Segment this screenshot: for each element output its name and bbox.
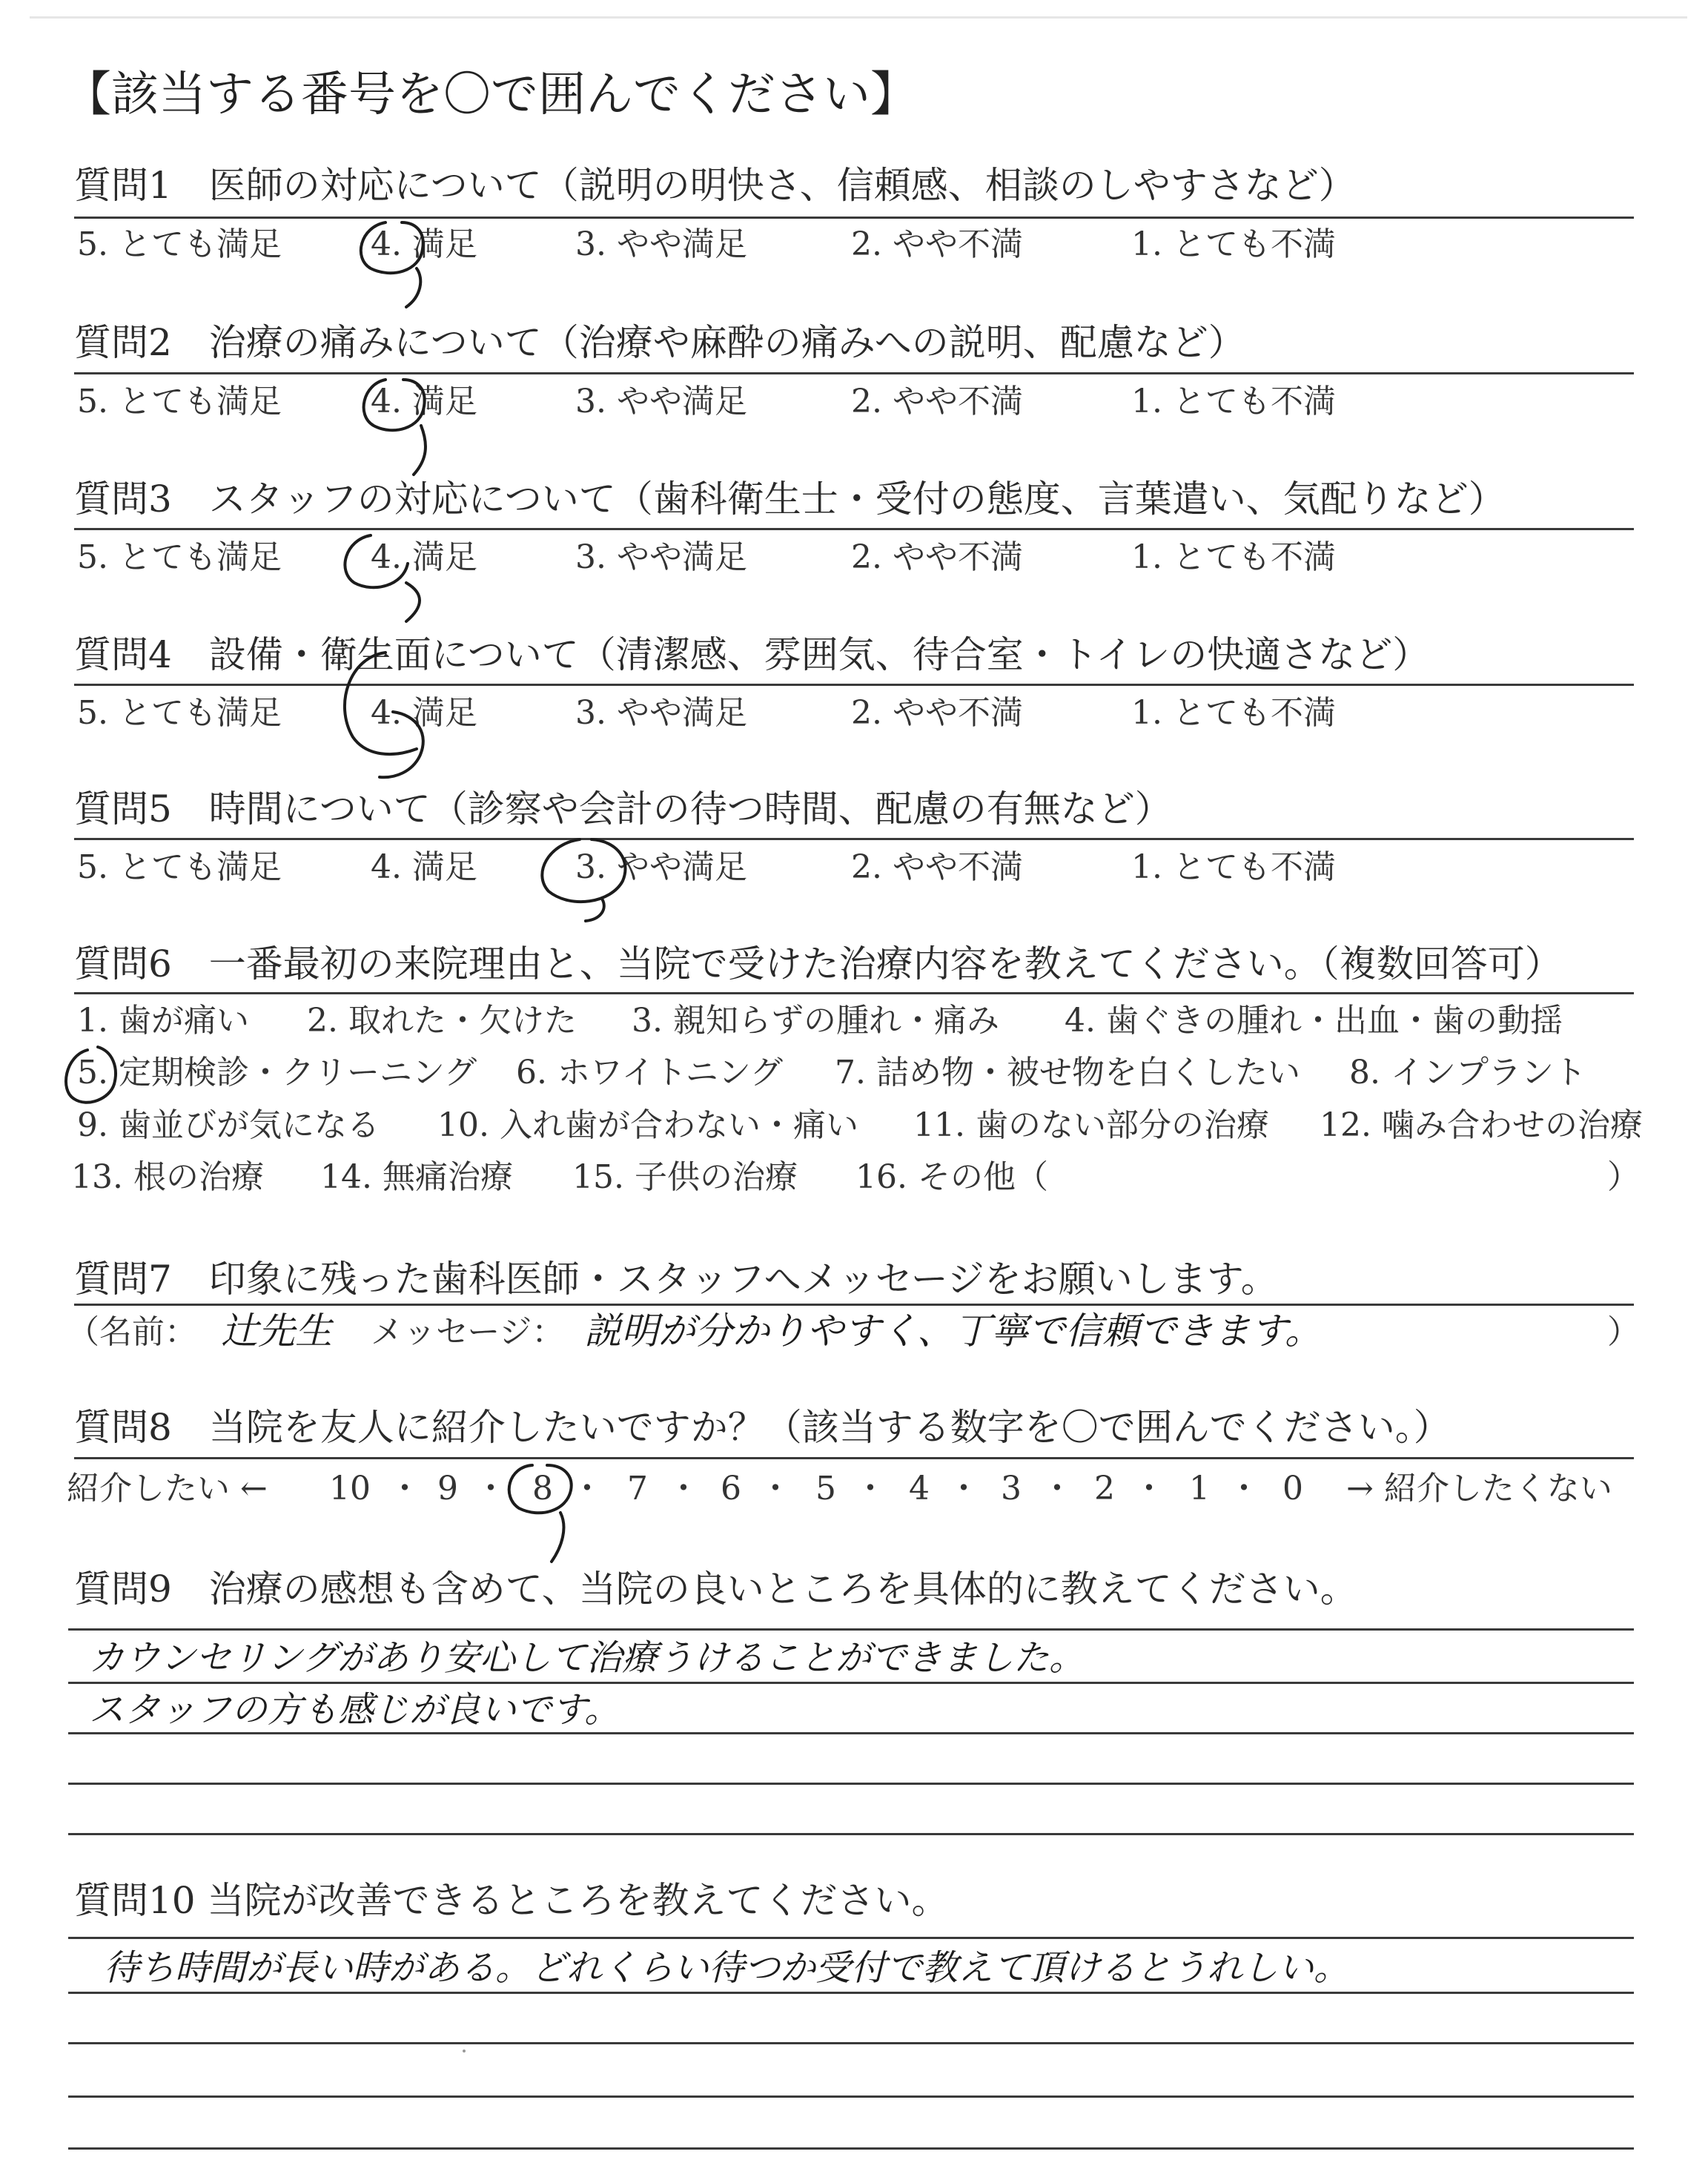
- q6-option-2[interactable]: 2. 取れた・欠けた: [307, 1002, 577, 1040]
- q8-title: 質問8 当院を友人に紹介したいですか？（該当する数字を〇で囲んでください。）: [74, 1406, 1451, 1449]
- q6-option-3[interactable]: 3. 親知らずの腫れ・痛み: [632, 1002, 999, 1040]
- q3-option-2[interactable]: 2. やや不満: [851, 538, 1023, 576]
- q8-number-4[interactable]: 4: [909, 1470, 930, 1507]
- q2-title: 質問2 治療の痛みについて（治療や麻酔の痛みへの説明、配慮など）: [74, 321, 1245, 364]
- q7-close-paren: ）: [1607, 1313, 1640, 1351]
- q4-title: 質問4 設備・衛生面について（清潔感、雰囲気、待合室・トイレの快適さなど）: [74, 633, 1430, 676]
- q8-right-label: → 紹介したくない: [1346, 1470, 1612, 1507]
- scan-top-edge: [30, 16, 1687, 19]
- q8-left-label: 紹介したい ←: [67, 1470, 268, 1507]
- q3-option-1[interactable]: 1. とても不満: [1131, 538, 1336, 576]
- q8-sep-1: ・: [388, 1470, 421, 1507]
- q8-sep-10: ・: [1228, 1470, 1260, 1507]
- q8-rule: [74, 1457, 1634, 1459]
- q4-option-1[interactable]: 1. とても不満: [1131, 694, 1336, 732]
- q4-option-5[interactable]: 5. とても満足: [77, 694, 282, 732]
- q1-rule: [74, 217, 1634, 219]
- q2-option-5[interactable]: 5. とても満足: [77, 383, 282, 420]
- q8-number-7[interactable]: 7: [627, 1470, 648, 1507]
- q6-option-4[interactable]: 4. 歯ぐきの腫れ・出血・歯の動揺: [1065, 1002, 1563, 1040]
- q8-sep-6: ・: [854, 1470, 887, 1507]
- q3-title: 質問3 スタッフの対応について（歯科衛生士・受付の態度、言葉遣い、気配りなど）: [74, 478, 1506, 521]
- q10-line-4: [68, 2095, 1634, 2098]
- q9-answer-line-2[interactable]: スタッフの方も感じが良いです。: [89, 1689, 620, 1731]
- q3-option-5[interactable]: 5. とても満足: [77, 538, 282, 576]
- q8-sep-2: ・: [474, 1470, 507, 1507]
- q4-option-2[interactable]: 2. やや不満: [851, 694, 1023, 732]
- scan-speck: [463, 2050, 466, 2052]
- q9-line-2: [68, 1682, 1634, 1684]
- q10-line-5: [68, 2147, 1634, 2150]
- q6-other-close-paren: ）: [1607, 1158, 1640, 1196]
- q8-number-0[interactable]: 0: [1282, 1470, 1303, 1507]
- q8-number-1[interactable]: 1: [1189, 1470, 1210, 1507]
- q8-number-9[interactable]: 9: [437, 1470, 458, 1507]
- q1-option-5[interactable]: 5. とても満足: [77, 225, 282, 263]
- q2-option-2[interactable]: 2. やや不満: [851, 383, 1023, 420]
- q8-sep-7: ・: [947, 1470, 980, 1507]
- q4-option-3[interactable]: 3. やや満足: [575, 694, 747, 732]
- q6-option-9[interactable]: 9. 歯並びが気になる: [77, 1106, 380, 1144]
- q2-option-4[interactable]: 4. 満足: [371, 383, 477, 420]
- q6-option-6[interactable]: 6. ホワイトニング: [516, 1054, 784, 1091]
- q1-option-4[interactable]: 4. 満足: [371, 225, 477, 263]
- q5-title: 質問5 時間について（診察や会計の待つ時間、配慮の有無など）: [74, 787, 1172, 830]
- q9-line-5: [68, 1833, 1634, 1835]
- q1-option-3[interactable]: 3. やや満足: [575, 225, 747, 263]
- q6-option-12[interactable]: 12. 噛み合わせの治療: [1320, 1106, 1643, 1144]
- q6-option-1[interactable]: 1. 歯が痛い: [77, 1002, 249, 1040]
- q4-option-4[interactable]: 4. 満足: [371, 694, 477, 732]
- q7-name-label: （名前：: [67, 1313, 197, 1351]
- q5-option-2[interactable]: 2. やや不満: [851, 848, 1023, 886]
- q10-line-2: [68, 1992, 1634, 1994]
- q8-sep-9: ・: [1133, 1470, 1165, 1507]
- q9-title: 質問9 治療の感想も含めて、当院の良いところを具体的に教えてください。: [74, 1568, 1357, 1611]
- q6-title: 質問6 一番最初の来院理由と、当院で受けた治療内容を教えてください。（複数回答可）: [74, 942, 1562, 985]
- q6-option-5[interactable]: 5. 定期検診・クリーニング: [77, 1054, 477, 1091]
- q3-option-4[interactable]: 4. 満足: [371, 538, 477, 576]
- q5-option-5[interactable]: 5. とても満足: [77, 848, 282, 886]
- q10-title: 質問10 当院が改善できるところを教えてください。: [74, 1879, 949, 1922]
- q1-option-1[interactable]: 1. とても不満: [1131, 225, 1336, 263]
- q2-option-1[interactable]: 1. とても不満: [1131, 383, 1336, 420]
- q7-name-value[interactable]: 辻先生: [221, 1309, 332, 1353]
- q8-sep-4: ・: [667, 1470, 700, 1507]
- q5-option-1[interactable]: 1. とても不満: [1131, 848, 1336, 886]
- q2-option-3[interactable]: 3. やや満足: [575, 383, 747, 420]
- q9-line-3: [68, 1732, 1634, 1734]
- q5-rule: [74, 838, 1634, 840]
- q1-title: 質問1 医師の対応について（説明の明快さ、信頼感、相談のしやすさなど）: [74, 164, 1356, 207]
- q10-line-1: [68, 1937, 1634, 1939]
- q8-number-6[interactable]: 6: [721, 1470, 741, 1507]
- q6-option-8[interactable]: 8. インプラント: [1349, 1054, 1586, 1091]
- q3-option-3[interactable]: 3. やや満足: [575, 538, 747, 576]
- page-heading: 【該当する番号を〇で囲んでください】: [64, 67, 918, 122]
- q9-line-1: [68, 1628, 1634, 1631]
- q10-answer-line-1[interactable]: 待ち時間が長い時がある。どれくらい待つか受付で教えて頂けるとうれしい。: [104, 1947, 1350, 1989]
- q6-rule: [74, 992, 1634, 994]
- q5-option-3[interactable]: 3. やや満足: [575, 848, 747, 886]
- q8-sep-8: ・: [1041, 1470, 1073, 1507]
- q6-option-7[interactable]: 7. 詰め物・被せ物を白くしたい: [835, 1054, 1300, 1091]
- q7-message-value[interactable]: 説明が分かりやすく、丁寧で信頼できます。: [584, 1309, 1322, 1353]
- q6-option-15[interactable]: 15. 子供の治療: [572, 1158, 798, 1196]
- q9-answer-line-1[interactable]: カウンセリングがあり安心して治療うけることができました。: [89, 1637, 1085, 1679]
- q3-rule: [74, 528, 1634, 530]
- q6-option-11[interactable]: 11. 歯のない部分の治療: [913, 1106, 1269, 1144]
- q7-rule: [74, 1304, 1634, 1306]
- q6-option-10[interactable]: 10. 入れ歯が合わない・痛い: [437, 1106, 858, 1144]
- q5-option-4[interactable]: 4. 満足: [371, 848, 477, 886]
- q8-number-5[interactable]: 5: [815, 1470, 836, 1507]
- q6-option-16[interactable]: 16. その他（: [855, 1158, 1048, 1196]
- q6-option-13[interactable]: 13. 根の治療: [71, 1158, 264, 1196]
- q8-number-10[interactable]: 10: [329, 1470, 371, 1507]
- q7-message-label: メッセージ：: [371, 1313, 565, 1351]
- q8-number-3[interactable]: 3: [1001, 1470, 1022, 1507]
- q8-sep-3: ・: [571, 1470, 603, 1507]
- q6-option-14[interactable]: 14. 無痛治療: [320, 1158, 513, 1196]
- q10-line-3: [68, 2042, 1634, 2044]
- q8-sep-5: ・: [759, 1470, 792, 1507]
- q1-option-2[interactable]: 2. やや不満: [851, 225, 1023, 263]
- q9-line-4: [68, 1783, 1634, 1785]
- q7-title: 質問7 印象に残った歯科医師・スタッフへメッセージをお願いします。: [74, 1258, 1278, 1301]
- q2-rule: [74, 372, 1634, 374]
- q4-rule: [74, 684, 1634, 686]
- q8-number-2[interactable]: 2: [1094, 1470, 1115, 1507]
- q8-number-8[interactable]: 8: [532, 1470, 553, 1507]
